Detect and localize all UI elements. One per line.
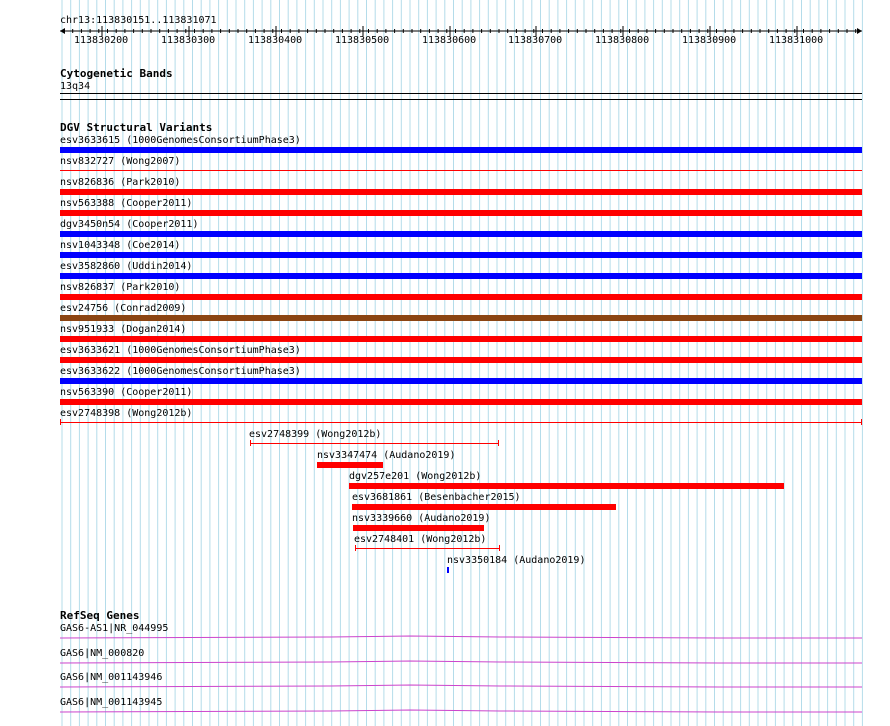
ruler-tick-label: 113830800 [595, 35, 650, 46]
refseq-gene-line [60, 636, 862, 638]
refseq-gene-model[interactable] [0, 658, 890, 666]
dgv-variant-bar[interactable] [353, 525, 484, 531]
dgv-variant-label[interactable]: dgv3450n54 (Cooper2011) [60, 219, 199, 230]
dgv-variant-label[interactable]: esv3633622 (1000GenomesConsortiumPhase3) [60, 366, 301, 377]
dgv-variant-label[interactable]: nsv3347474 (Audano2019) [317, 450, 456, 461]
dgv-variant-bar[interactable] [60, 399, 862, 405]
dgv-variant-label[interactable]: nsv563388 (Cooper2011) [60, 198, 193, 209]
ruler-right-arrow-icon [857, 28, 862, 34]
dgv-variant-label[interactable]: nsv951933 (Dogan2014) [60, 324, 187, 335]
position-label: chr13:113830151..113831071 [60, 15, 217, 26]
dgv-variant-bar[interactable] [447, 567, 449, 573]
ruler-tick-label: 113831000 [769, 35, 824, 46]
dgv-variant-label[interactable]: esv2748399 (Wong2012b) [249, 429, 382, 440]
refseq-gene-label[interactable]: GAS6-AS1|NR_044995 [60, 623, 169, 634]
refseq-gene-line [60, 710, 862, 712]
dgv-variant-label[interactable]: esv2748401 (Wong2012b) [354, 534, 487, 545]
dgv-variant-bar[interactable] [60, 210, 862, 216]
dgv-variant-end-cap [250, 440, 251, 446]
dgv-variant-bar[interactable] [60, 189, 862, 195]
dgv-variant-end-cap [355, 545, 356, 551]
dgv-variant-label[interactable]: esv24756 (Conrad2009) [60, 303, 187, 314]
dgv-variant-label[interactable]: nsv563390 (Cooper2011) [60, 387, 193, 398]
dgv-variant-bar[interactable] [60, 357, 862, 363]
dgv-variant-bar[interactable] [60, 336, 862, 342]
dgv-variant-label[interactable]: esv3633621 (1000GenomesConsortiumPhase3) [60, 345, 301, 356]
refseq-gene-model[interactable] [0, 707, 890, 715]
ruler-tick-label: 113830900 [682, 35, 737, 46]
dgv-variant-label[interactable]: nsv3339660 (Audano2019) [352, 513, 491, 524]
cytoband-title: Cytogenetic Bands [60, 67, 173, 80]
ruler-tick-label: 113830300 [161, 35, 216, 46]
refseq-gene-label[interactable]: GAS6|NM_001143946 [60, 672, 163, 683]
dgv-variant-bar[interactable] [60, 378, 862, 384]
dgv-variant-bar[interactable] [60, 273, 862, 279]
dgv-variant-bar[interactable] [60, 252, 862, 258]
dgv-variant-bar[interactable] [60, 422, 862, 423]
dgv-track-title: DGV Structural Variants [60, 121, 213, 134]
refseq-gene-model[interactable] [0, 633, 890, 641]
refseq-gene-line [60, 685, 862, 687]
dgv-variant-label[interactable]: nsv832727 (Wong2007) [60, 156, 181, 167]
dgv-variant-label[interactable]: nsv826837 (Park2010) [60, 282, 181, 293]
dgv-variant-label[interactable]: esv3681861 (Besenbacher2015) [352, 492, 521, 503]
refseq-gene-label[interactable]: GAS6|NM_001143945 [60, 696, 163, 708]
dgv-variant-bar[interactable] [60, 147, 862, 153]
refseq-gene-label[interactable]: GAS6|NM_000820 [60, 647, 145, 659]
ruler-tick-label: 113830200 [74, 35, 129, 46]
dgv-variant-label[interactable]: nsv3350184 (Audano2019) [447, 555, 586, 566]
dgv-variant-bar[interactable] [250, 443, 499, 444]
dgv-variant-label[interactable]: esv3633615 (1000GenomesConsortiumPhase3) [60, 135, 301, 146]
track-separator [60, 99, 862, 100]
dgv-variant-label[interactable]: esv2748398 (Wong2012b) [60, 408, 193, 419]
dgv-variant-end-cap [861, 419, 862, 425]
dgv-variant-label[interactable]: nsv1043348 (Coe2014) [60, 240, 181, 251]
dgv-variant-bar[interactable] [60, 315, 862, 321]
dgv-variant-bar[interactable] [60, 294, 862, 300]
refseq-gene-line [60, 661, 862, 663]
ruler-tick-label: 113830600 [422, 35, 477, 46]
dgv-variant-label[interactable]: nsv826836 (Park2010) [60, 177, 181, 188]
dgv-variant-end-cap [499, 545, 500, 551]
dgv-variant-end-cap [60, 419, 61, 425]
dgv-variant-bar[interactable] [60, 170, 862, 171]
dgv-variant-bar[interactable] [349, 483, 784, 489]
dgv-variant-bar[interactable] [60, 231, 862, 237]
dgv-variant-end-cap [498, 440, 499, 446]
refseq-track-title: RefSeq Genes [60, 609, 140, 622]
dgv-variant-label[interactable]: dgv257e201 (Wong2012b) [349, 471, 482, 482]
dgv-variant-bar[interactable] [355, 548, 500, 549]
ruler-tick-label: 113830400 [248, 35, 303, 46]
ruler-tick-label: 113830500 [335, 35, 390, 46]
cytoband-label: 13q34 [60, 81, 91, 92]
dgv-variant-bar[interactable] [352, 504, 616, 510]
ruler-tick-label: 113830700 [508, 35, 563, 46]
dgv-variant-label[interactable]: esv3582860 (Uddin2014) [60, 261, 193, 272]
refseq-gene-model[interactable] [0, 682, 890, 690]
cytoband-bar[interactable] [60, 93, 862, 94]
dgv-variant-bar[interactable] [317, 462, 383, 468]
